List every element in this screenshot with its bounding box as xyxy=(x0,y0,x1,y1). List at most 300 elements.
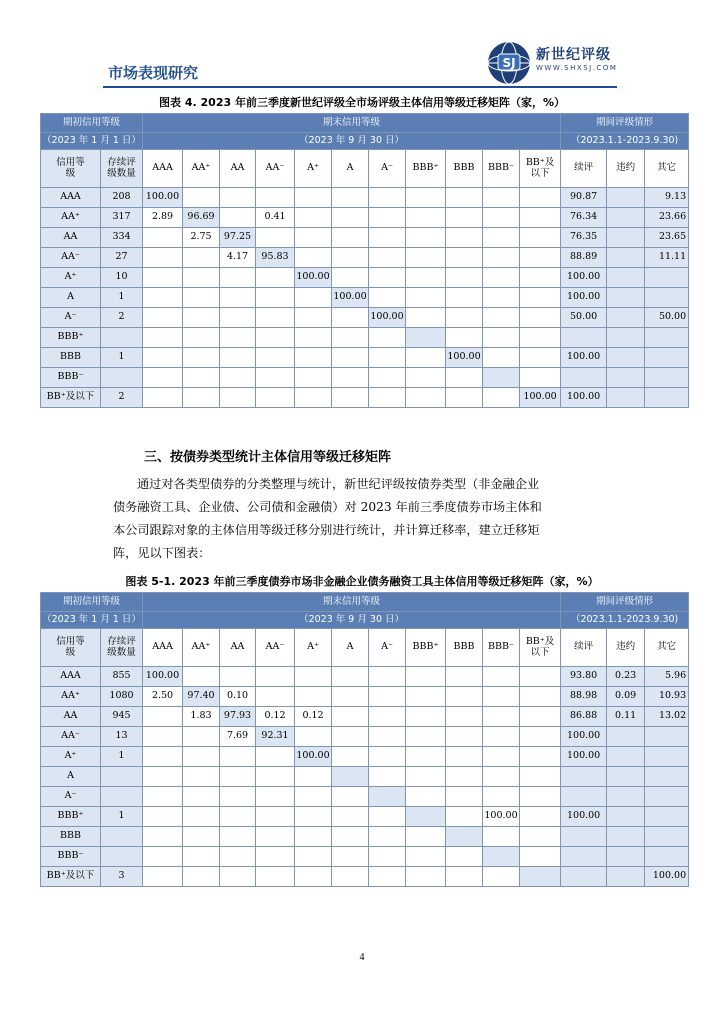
matrix-cell xyxy=(520,687,561,707)
period-cell: 100.00 xyxy=(561,268,607,288)
matrix-cell xyxy=(256,288,295,308)
rating-column-label: BBB⁻ xyxy=(483,629,520,667)
matrix-cell xyxy=(369,208,406,228)
period-cell: 0.23 xyxy=(607,667,645,687)
matrix-cell xyxy=(406,388,446,408)
matrix-cell: 96.69 xyxy=(183,208,220,228)
matrix-cell xyxy=(446,827,483,847)
matrix-cell xyxy=(406,188,446,208)
matrix-cell xyxy=(332,807,369,827)
row-count: 208 xyxy=(101,188,143,208)
matrix-cell: 0.12 xyxy=(256,707,295,727)
matrix-cell xyxy=(220,767,256,787)
matrix-cell xyxy=(183,368,220,388)
matrix-cell xyxy=(332,867,369,887)
row-rating-label: BBB xyxy=(41,827,101,847)
matrix-cell: 97.25 xyxy=(220,228,256,248)
matrix-cell: 7.69 xyxy=(220,727,256,747)
period-cell: 0.09 xyxy=(607,687,645,707)
period-cell: 13.02 xyxy=(645,707,689,727)
period-cell xyxy=(645,348,689,368)
matrix-cell xyxy=(256,767,295,787)
period-cell xyxy=(645,827,689,847)
matrix-cell xyxy=(332,787,369,807)
matrix-cell xyxy=(483,348,520,368)
period-column-label: 续评 xyxy=(561,629,607,667)
period-cell: 100.00 xyxy=(561,288,607,308)
matrix-cell xyxy=(183,807,220,827)
matrix-cell xyxy=(406,308,446,328)
matrix-cell xyxy=(406,687,446,707)
matrix-cell xyxy=(220,807,256,827)
matrix-cell xyxy=(483,827,520,847)
matrix-cell xyxy=(446,667,483,687)
matrix-cell xyxy=(369,747,406,767)
matrix-cell xyxy=(256,388,295,408)
matrix-cell xyxy=(332,228,369,248)
matrix-cell xyxy=(295,847,332,867)
matrix-cell xyxy=(446,707,483,727)
row-count xyxy=(101,827,143,847)
matrix-cell xyxy=(183,248,220,268)
matrix-cell xyxy=(483,368,520,388)
row-count xyxy=(101,787,143,807)
matrix-cell xyxy=(520,348,561,368)
matrix-cell xyxy=(183,847,220,867)
period-header: 期间评级情形 xyxy=(561,114,689,133)
matrix-cell xyxy=(220,288,256,308)
matrix-cell xyxy=(369,248,406,268)
matrix-cell xyxy=(406,847,446,867)
matrix-cell xyxy=(446,787,483,807)
matrix-cell xyxy=(446,747,483,767)
rating-column-label: A xyxy=(332,150,369,188)
matrix-cell xyxy=(406,787,446,807)
matrix-cell xyxy=(183,747,220,767)
table-row xyxy=(41,687,689,707)
matrix-cell xyxy=(256,368,295,388)
matrix-cell xyxy=(295,687,332,707)
matrix-cell xyxy=(256,228,295,248)
period-cell: 88.98 xyxy=(561,687,607,707)
matrix-cell xyxy=(143,368,183,388)
matrix-cell xyxy=(183,308,220,328)
table-row xyxy=(41,288,689,308)
matrix-cell xyxy=(406,248,446,268)
matrix-cell xyxy=(369,687,406,707)
matrix-cell xyxy=(446,328,483,348)
period-cell: 100.00 xyxy=(561,388,607,408)
period-cell: 88.89 xyxy=(561,248,607,268)
matrix-cell xyxy=(369,847,406,867)
matrix-cell xyxy=(220,787,256,807)
report-section-title: 市场表现研究 xyxy=(108,64,199,82)
period-cell: 10.93 xyxy=(645,687,689,707)
period-cell xyxy=(607,288,645,308)
period-cell xyxy=(607,208,645,228)
table-row xyxy=(41,867,689,887)
row-count xyxy=(101,328,143,348)
period-cell xyxy=(561,827,607,847)
matrix-cell xyxy=(369,667,406,687)
matrix-cell xyxy=(406,368,446,388)
matrix-cell xyxy=(183,268,220,288)
matrix-cell: 100.00 xyxy=(295,268,332,288)
matrix-cell: 0.12 xyxy=(295,707,332,727)
rating-column-header: 信用等级 xyxy=(41,629,101,667)
matrix-cell xyxy=(446,188,483,208)
matrix-cell: 100.00 xyxy=(369,308,406,328)
matrix-cell xyxy=(295,827,332,847)
matrix-cell xyxy=(520,727,561,747)
matrix-cell xyxy=(406,807,446,827)
paragraph-line: 债务融资工具、企业债、公司债和金融债）对 2023 年前三季度债券市场主体和 xyxy=(113,500,542,514)
table-row xyxy=(41,807,689,827)
matrix-cell xyxy=(332,188,369,208)
row-rating-label: AA⁺ xyxy=(41,687,101,707)
period-column-label: 其它 xyxy=(645,150,689,188)
table-row xyxy=(41,707,689,727)
period-cell xyxy=(607,847,645,867)
section-paragraph xyxy=(113,473,613,565)
matrix-cell xyxy=(143,707,183,727)
matrix-cell xyxy=(369,388,406,408)
initial-rating-header: 期初信用等级 xyxy=(41,114,143,133)
matrix-cell xyxy=(483,288,520,308)
matrix-cell xyxy=(220,827,256,847)
matrix-cell xyxy=(220,867,256,887)
period-header: 期间评级情形 xyxy=(561,593,689,612)
matrix-cell xyxy=(483,228,520,248)
matrix-cell xyxy=(483,308,520,328)
matrix-cell xyxy=(520,767,561,787)
matrix-cell xyxy=(520,308,561,328)
row-count: 1 xyxy=(101,747,143,767)
matrix-cell xyxy=(520,208,561,228)
matrix-cell xyxy=(220,208,256,228)
matrix-cell xyxy=(483,667,520,687)
row-count xyxy=(101,368,143,388)
period-cell xyxy=(607,328,645,348)
row-count: 334 xyxy=(101,228,143,248)
table-row xyxy=(41,847,689,867)
row-rating-label: BBB⁻ xyxy=(41,368,101,388)
matrix-cell xyxy=(295,867,332,887)
matrix-cell xyxy=(220,268,256,288)
matrix-cell: 0.41 xyxy=(256,208,295,228)
row-count: 1 xyxy=(101,807,143,827)
matrix-cell xyxy=(183,188,220,208)
matrix-cell xyxy=(483,767,520,787)
matrix-cell xyxy=(256,687,295,707)
company-logo xyxy=(486,40,616,86)
matrix-cell xyxy=(483,847,520,867)
matrix-cell xyxy=(483,208,520,228)
matrix-cell xyxy=(406,208,446,228)
matrix-cell xyxy=(143,867,183,887)
table-row xyxy=(41,348,689,368)
rating-column-label: BBB⁺ xyxy=(406,629,446,667)
table-row xyxy=(41,228,689,248)
period-cell xyxy=(561,368,607,388)
matrix-cell xyxy=(332,827,369,847)
period-cell xyxy=(607,248,645,268)
period-cell xyxy=(607,388,645,408)
period-cell xyxy=(607,867,645,887)
matrix-cell xyxy=(256,328,295,348)
matrix-cell xyxy=(406,767,446,787)
initial-date-header: （2023 年 1 月 1 日） xyxy=(41,612,143,629)
matrix-cell xyxy=(220,308,256,328)
matrix-cell xyxy=(446,228,483,248)
matrix-cell xyxy=(520,228,561,248)
period-cell xyxy=(607,727,645,747)
matrix-cell: 0.10 xyxy=(220,687,256,707)
matrix-cell xyxy=(520,288,561,308)
matrix-cell xyxy=(295,667,332,687)
period-cell xyxy=(645,767,689,787)
matrix-cell xyxy=(332,308,369,328)
row-count: 1 xyxy=(101,348,143,368)
matrix-cell xyxy=(520,268,561,288)
matrix-cell: 97.93 xyxy=(220,707,256,727)
matrix-cell xyxy=(295,188,332,208)
matrix-cell xyxy=(406,707,446,727)
matrix-cell xyxy=(332,248,369,268)
period-cell xyxy=(561,867,607,887)
period-cell: 0.11 xyxy=(607,707,645,727)
matrix-cell xyxy=(520,867,561,887)
matrix-cell xyxy=(406,228,446,248)
matrix-cell xyxy=(143,328,183,348)
matrix-cell xyxy=(369,328,406,348)
matrix-cell xyxy=(369,807,406,827)
header-divider xyxy=(103,86,617,88)
table-row xyxy=(41,248,689,268)
row-rating-label: BB⁺及以下 xyxy=(41,867,101,887)
period-column-label: 违约 xyxy=(607,629,645,667)
matrix-cell xyxy=(520,807,561,827)
matrix-cell xyxy=(220,328,256,348)
period-cell: 76.34 xyxy=(561,208,607,228)
section-heading: 三、按债券类型统计主体信用等级迁移矩阵 xyxy=(144,450,392,465)
matrix-cell xyxy=(446,208,483,228)
period-cell: 90.87 xyxy=(561,188,607,208)
matrix-cell xyxy=(446,388,483,408)
matrix-cell xyxy=(295,248,332,268)
matrix-cell xyxy=(183,288,220,308)
matrix-cell xyxy=(406,348,446,368)
matrix-cell xyxy=(406,727,446,747)
initial-date-header: （2023 年 1 月 1 日） xyxy=(41,133,143,150)
matrix-cell xyxy=(183,328,220,348)
matrix-cell: 100.00 xyxy=(332,288,369,308)
matrix-cell xyxy=(483,707,520,727)
row-count: 1 xyxy=(101,288,143,308)
matrix-cell xyxy=(256,827,295,847)
table51-caption: 图表 5-1. 2023 年前三季度债券市场非金融企业债务融资工具主体信用等级迁移矩阵（家，%） xyxy=(125,575,599,588)
rating-column-label: AAA xyxy=(143,629,183,667)
rating-column-label: BBB⁺ xyxy=(406,150,446,188)
matrix-cell xyxy=(483,188,520,208)
matrix-cell xyxy=(446,847,483,867)
period-cell xyxy=(645,847,689,867)
rating-column-label: AA⁻ xyxy=(256,150,295,188)
matrix-cell xyxy=(369,867,406,887)
period-cell xyxy=(607,188,645,208)
table4-caption: 图表 4. 2023 年前三季度新世纪评级全市场评级主体信用等级迁移矩阵（家，%） xyxy=(159,96,565,109)
matrix-cell xyxy=(332,727,369,747)
matrix-cell xyxy=(483,727,520,747)
matrix-cell xyxy=(183,667,220,687)
matrix-cell xyxy=(295,308,332,328)
period-cell xyxy=(645,787,689,807)
matrix-cell: 97.40 xyxy=(183,687,220,707)
matrix-cell: 100.00 xyxy=(143,667,183,687)
rating-column-label: BBB xyxy=(446,150,483,188)
row-rating-label: AAA xyxy=(41,188,101,208)
count-column-header: 存续评级数量 xyxy=(101,150,143,188)
matrix-cell: 2.50 xyxy=(143,687,183,707)
period-column-label: 违约 xyxy=(607,150,645,188)
matrix-cell xyxy=(332,388,369,408)
matrix-cell xyxy=(332,268,369,288)
matrix-cell xyxy=(143,348,183,368)
matrix-cell xyxy=(256,188,295,208)
matrix-cell: 100.00 xyxy=(143,188,183,208)
table-row xyxy=(41,268,689,288)
matrix-cell xyxy=(295,328,332,348)
rating-column-label: AA⁺ xyxy=(183,150,220,188)
period-cell xyxy=(645,388,689,408)
period-cell: 100.00 xyxy=(561,807,607,827)
rating-column-label: A⁻ xyxy=(369,629,406,667)
period-cell xyxy=(607,787,645,807)
row-count: 27 xyxy=(101,248,143,268)
matrix-cell xyxy=(332,208,369,228)
matrix-cell xyxy=(406,328,446,348)
row-rating-label: A⁻ xyxy=(41,308,101,328)
matrix-cell xyxy=(332,767,369,787)
table4-migration-matrix xyxy=(40,113,689,408)
matrix-cell xyxy=(220,747,256,767)
row-rating-label: BB⁺及以下 xyxy=(41,388,101,408)
final-date-header: （2023 年 9 月 30 日） xyxy=(143,612,561,629)
matrix-cell: 95.83 xyxy=(256,248,295,268)
matrix-cell: 92.31 xyxy=(256,727,295,747)
period-column-label: 其它 xyxy=(645,629,689,667)
row-rating-label: BBB⁺ xyxy=(41,328,101,348)
matrix-cell: 4.17 xyxy=(220,248,256,268)
matrix-cell: 100.00 xyxy=(295,747,332,767)
rating-column-header: 信用等级 xyxy=(41,150,101,188)
matrix-cell xyxy=(483,328,520,348)
matrix-cell xyxy=(143,807,183,827)
matrix-cell xyxy=(369,727,406,747)
matrix-cell: 100.00 xyxy=(520,388,561,408)
row-rating-label: AA⁻ xyxy=(41,727,101,747)
matrix-cell xyxy=(369,288,406,308)
matrix-cell: 1.83 xyxy=(183,707,220,727)
period-date-header: （2023.1.1-2023.9.30) xyxy=(561,612,689,629)
matrix-cell xyxy=(295,388,332,408)
period-cell: 23.66 xyxy=(645,208,689,228)
period-cell xyxy=(645,328,689,348)
matrix-cell xyxy=(183,767,220,787)
period-cell xyxy=(607,767,645,787)
page-number: 4 xyxy=(359,952,365,963)
final-date-header: （2023 年 9 月 30 日） xyxy=(143,133,561,150)
matrix-cell xyxy=(256,807,295,827)
row-rating-label: A⁻ xyxy=(41,787,101,807)
period-cell: 5.96 xyxy=(645,667,689,687)
matrix-cell xyxy=(143,308,183,328)
period-cell xyxy=(561,847,607,867)
row-rating-label: BBB xyxy=(41,348,101,368)
matrix-cell xyxy=(220,368,256,388)
matrix-cell xyxy=(143,827,183,847)
row-rating-label: BBB⁻ xyxy=(41,847,101,867)
matrix-cell xyxy=(183,787,220,807)
matrix-cell xyxy=(143,727,183,747)
matrix-cell xyxy=(369,827,406,847)
period-cell xyxy=(607,228,645,248)
row-rating-label: AA xyxy=(41,707,101,727)
matrix-cell xyxy=(220,847,256,867)
final-rating-header: 期末信用等级 xyxy=(143,114,561,133)
period-cell xyxy=(607,827,645,847)
table-row xyxy=(41,208,689,228)
matrix-cell xyxy=(143,787,183,807)
matrix-cell xyxy=(406,288,446,308)
period-cell xyxy=(607,747,645,767)
matrix-cell xyxy=(483,388,520,408)
matrix-cell xyxy=(483,867,520,887)
table-row xyxy=(41,388,689,408)
matrix-cell xyxy=(143,268,183,288)
matrix-cell xyxy=(143,228,183,248)
table-row xyxy=(41,308,689,328)
rating-column-label: AA xyxy=(220,150,256,188)
matrix-cell xyxy=(256,667,295,687)
paragraph-line: 阵，见以下图表： xyxy=(113,546,211,560)
matrix-cell xyxy=(295,787,332,807)
period-cell xyxy=(645,288,689,308)
matrix-cell xyxy=(332,368,369,388)
logo-url: WWW.SHXSJ.COM xyxy=(536,64,618,72)
matrix-cell xyxy=(520,847,561,867)
period-cell: 100.00 xyxy=(561,727,607,747)
matrix-cell xyxy=(520,707,561,727)
matrix-cell xyxy=(143,767,183,787)
matrix-cell xyxy=(183,827,220,847)
matrix-cell xyxy=(295,727,332,747)
period-cell xyxy=(645,807,689,827)
matrix-cell xyxy=(520,328,561,348)
matrix-cell xyxy=(295,288,332,308)
matrix-cell xyxy=(143,388,183,408)
period-cell: 9.13 xyxy=(645,188,689,208)
row-count: 855 xyxy=(101,667,143,687)
matrix-cell xyxy=(143,288,183,308)
row-rating-label: AA⁺ xyxy=(41,208,101,228)
rating-column-label: A⁺ xyxy=(295,150,332,188)
matrix-cell xyxy=(295,807,332,827)
rating-column-label: BB⁺及以下 xyxy=(520,150,561,188)
period-cell xyxy=(607,807,645,827)
matrix-cell xyxy=(183,388,220,408)
matrix-cell xyxy=(369,707,406,727)
